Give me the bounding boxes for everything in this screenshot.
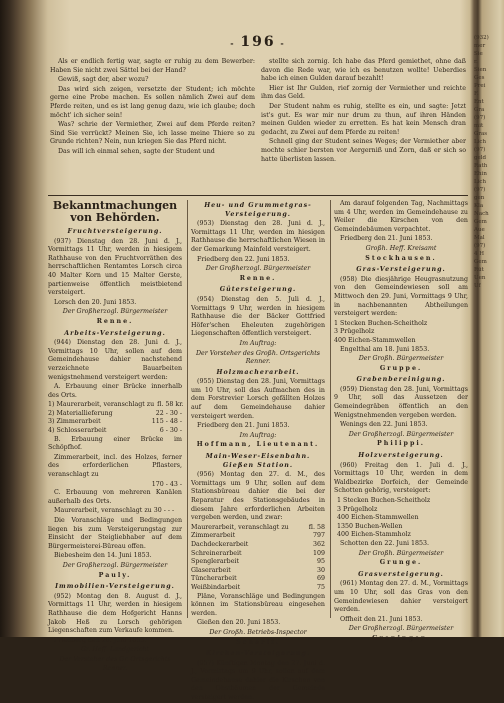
- notice-date: Engelthal am 18. Juni 1853.: [340, 345, 430, 353]
- notice-text: (957) Künftigen Montag den 27. Juni d. J., Vormittags um 9 Uhr, sollen auf dem Gemeindehause dahier die Kirschen von den Obstbäumen der Gemeinde versteigert werden.: [191, 659, 325, 702]
- page-header: - 196 -: [230, 34, 286, 50]
- notice-signer: Pauly.: [98, 571, 132, 579]
- notice-text: Die Voranschläge und Bedingungen liegen bis zum Versteigerungstag zur Einsicht der Steigliebhaber auf dem Bürgermeisterei-Büreau offen.: [48, 517, 182, 550]
- notice-signature: Gr. Heff. Landgericht: [81, 646, 149, 654]
- cost-label: 2) Materiallieferung: [48, 409, 113, 417]
- cost-value: 6 - 30 -: [159, 427, 182, 435]
- strip-line: (97): [474, 115, 486, 121]
- notice-signature: Im Auftrag:: [239, 431, 277, 439]
- list-label: 3 Prügelholz: [334, 328, 375, 336]
- cost-row: [191, 532, 325, 541]
- list-row: [334, 514, 468, 523]
- strip-line: gen: [474, 195, 485, 201]
- cost-label: 3) Zimmerarbeit: [48, 418, 101, 426]
- cost-label: Weißbindarbeit: [191, 583, 241, 591]
- story-paragraph: Als er endlich fertig war, sagte er ruhig zu dem Bewerber: Haben Sie nicht zwei Sättel bei der Hand?: [50, 58, 255, 74]
- story-right-column: [261, 58, 466, 165]
- notice-date: Friedberg den 22. Juni 1853.: [197, 255, 290, 263]
- notice-date: Gießen den 20. Juni 1853.: [197, 619, 281, 627]
- strip-line: Ent: [474, 99, 484, 105]
- cost-label: Spenglerarbeit: [191, 558, 239, 566]
- notice-signature: Großh. Heff. Kreisamt: [365, 244, 437, 252]
- notice-heading: Holzmacherarbeit.: [216, 368, 300, 376]
- cost-value: 22 - 30 -: [155, 409, 182, 417]
- list-label: 3 Prügelholz: [337, 505, 378, 513]
- cost-label: Maurerarbeit, veranschlagt zu: [191, 523, 289, 531]
- notice-text: (961) Montag den 27. d. M., Vormittags um 10 Uhr, soll das Gras von den Gemeindewiesen dahier versteigert werden.: [334, 580, 468, 614]
- list-row: [334, 337, 468, 346]
- cost-label: 1) Maurerarbeit, veranschlagt zu: [48, 401, 155, 409]
- notice-signature: Der Großh. Bürgermeister: [358, 549, 444, 557]
- cost-row: [191, 584, 325, 593]
- announcement-column-2: [191, 200, 325, 702]
- story-paragraph: Hier ist Ihr Gulden, rief zornig der Vermiether und reichte ihm das Geld.: [261, 84, 466, 101]
- strip-line: Aue: [474, 227, 485, 233]
- strip-line: Uen: [474, 275, 486, 281]
- notice-text: (954) Dienstag den 5. Juli d. J., Vormittags 9 Uhr, werden in hiesigem Rathhause die der Bäcker Gottfried Höfer'schen Eheleuten zugehörigen Liegenschaften öffentlich versteigert.: [191, 295, 325, 338]
- notice-date: Lorsch den 20. Juni 1853.: [54, 298, 137, 306]
- cost-value: 95: [316, 558, 325, 566]
- notice-text: Am darauf folgenden Tag, Nachmittags um 4 Uhr, werden im Gemeindehause zu Weiler die Kirschen von den Gemeindebäumen verpachtet.: [334, 200, 468, 233]
- list-row: [334, 497, 468, 506]
- cost-value: 75: [316, 583, 325, 591]
- cost-row: [48, 481, 182, 490]
- strip-line: mer: [474, 43, 486, 49]
- notice-date: Offheit den 21. Juni 1853.: [340, 615, 423, 623]
- cost-row: [191, 524, 325, 533]
- cost-value: fl. 58 kr.: [157, 401, 184, 409]
- section-divider: [48, 195, 468, 196]
- strip-line: Sie: [474, 51, 483, 57]
- notice-heading: Holzversteigerung.: [358, 452, 444, 460]
- list-row: [334, 523, 468, 532]
- strip-line: Gra: [474, 107, 485, 113]
- cost-label: Glaserarbeit: [191, 566, 231, 574]
- strip-line: F.: [474, 91, 479, 97]
- notice-text: (960) Freitag den 1. Juli d. J., Vormittags 10 Uhr, werden in dem Waldbezirke Dorfeich, der Gemeinde Schotten gehörig, versteigert:: [334, 461, 468, 495]
- notice-subheading: C. Erbauung von mehreren Kanälen außerhalb des Orts.: [48, 489, 182, 505]
- announcements: [48, 199, 468, 702]
- cost-value: 362: [312, 540, 325, 548]
- strip-line: mit: [474, 123, 484, 129]
- notice-text: (952) Montag den 8. August d. J., Vormittags 11 Uhr, werden in hiesigem Rathhause die dem Hofgericht Hanns Jakob Heß zu Lorsch gehörigen Liegenschaften zum Verkaufe kommen.: [48, 592, 182, 635]
- notice-heading: Heu- und Grummetgras-Versteigerung.: [204, 202, 312, 218]
- notice-signer: Stockhausen.: [365, 254, 437, 262]
- list-label: 1 Stecken Buchen-Scheitholz: [337, 497, 431, 504]
- strip-line: Kla: [474, 203, 484, 209]
- cost-row: [191, 567, 325, 576]
- notice-signer: Groninger.: [372, 634, 430, 642]
- notice-date: Friedberg den 21. Juni 1853.: [197, 422, 290, 430]
- list-label: 400 Eichen-Stammwellen: [337, 514, 419, 522]
- notice-date: Schotten den 22. Juni 1853.: [340, 539, 430, 547]
- announcement-column-1: [48, 199, 184, 672]
- list-label: 400 Eichen-Stammwellen: [334, 336, 416, 344]
- notice-signature: Der Großh. Betriebs-Inspector: [209, 628, 307, 636]
- notice-heading: Immobilien-Versteigerung.: [55, 583, 175, 591]
- notice-heading: Fruchtversteigerung.: [67, 228, 163, 235]
- section-title: Bekanntmachungen von Behörden.: [52, 199, 178, 224]
- strip-line: (932): [474, 35, 489, 41]
- strip-line: Mal: [474, 235, 485, 241]
- cost-value: 30: [316, 566, 325, 574]
- column-divider: [187, 200, 188, 618]
- cost-row: [48, 418, 182, 427]
- strip-line: geld: [474, 155, 487, 161]
- list-row: [334, 531, 468, 540]
- cost-row: [48, 410, 182, 419]
- cost-value: 115 - 48 -: [151, 418, 182, 426]
- cost-label: Zimmerarbeit: [191, 532, 236, 540]
- strip-line: Gem: [474, 219, 487, 225]
- notice-signer: Renne.: [239, 274, 277, 282]
- notice-text: (953) Dienstag den 28. Juni d. J., Vormittags 11 Uhr, werden im hiesigen Rathhause die herrschaftlichen Wiesen in der Gemarkung Mainfeld versteigert.: [191, 220, 325, 253]
- notice-heading: Grabenbereinigung.: [356, 376, 446, 384]
- list-label: 1 Stecken Buchen-Scheitholz: [334, 319, 428, 327]
- notice-heading: Gras-Versteigerung.: [356, 266, 446, 274]
- notice-date: Friedberg den 20. Juni 1853.: [54, 636, 147, 644]
- notice-signature: Der Großh. Bürgermeister: [358, 355, 444, 363]
- strip-line: (97): [474, 243, 486, 249]
- notice-text: (944) Dienstag den 28. Juni d. J., Vormittags 10 Uhr, sollen auf dem Gemeindehause dahier nachstehend verzeichnete Bauarbeiten wenigstnehmend versteigert werden:: [48, 339, 182, 381]
- notice-date: Friedberg den 21. Juni 1853.: [340, 235, 433, 243]
- strip-line: Uf: [474, 283, 481, 289]
- cost-value: 109: [312, 549, 325, 557]
- cost-value: 69: [316, 575, 325, 583]
- cost-value: 170 - 43 -: [151, 480, 182, 488]
- notice-heading: Grasversteigerung.: [358, 570, 444, 578]
- strip-line: Rüt: [474, 267, 484, 273]
- cost-row: [191, 541, 325, 550]
- story-paragraph: Das will ich einmal sehen, sagte der Student und: [58, 147, 215, 155]
- notice-signature: Der Großherzogl. Bürgermeister: [205, 265, 311, 273]
- page-number: 196: [240, 34, 276, 50]
- notice-date: Biebesheim den 14. Juni 1853.: [54, 552, 152, 560]
- notice-text: (955) Dienstag den 28. Juni, Vormittags um 10 Uhr, soll das Aufmachen des in dem Forstrevier Lorsch gefällten Holzes auf dem Gemeindehause dahier versteigert werden.: [191, 378, 325, 420]
- notice-text: Zimmerarbeit, incl. des Holzes, ferner des erforderlichen Pflasters, veranschlagt zu: [48, 453, 182, 479]
- cost-label: 4) Schlosserarbeit: [48, 427, 107, 435]
- notice-heading: Kirchen-Versteigerung.: [205, 650, 311, 658]
- strip-line: r.: [474, 59, 478, 65]
- list-label: 1350 Buchen-Wellen: [337, 522, 403, 530]
- cost-label: Dachdeckerarbeit: [191, 540, 249, 548]
- notice-text: Pläne, Voranschläge und Bedingungen können im Stationsbüreau eingesehen werden.: [191, 592, 325, 617]
- notice-signature: Der Großherzogl. Bürgermeister: [62, 561, 168, 569]
- notice-text: (956) Montag den 27. d. M., des Vormittags um 9 Uhr, sollen auf dem Stationsbüreau dahier die bei der Reparatur des Stationsgebäudes in diesem Jahre erforderlichen Arbeiten vergeben werden, und zwar:: [191, 471, 325, 522]
- cost-row: [48, 401, 182, 410]
- cost-label: Schreinerarbeit: [191, 549, 242, 557]
- story-left-column: [50, 58, 255, 158]
- notice-text: (937) Dienstag den 28. Juni d. J., Vormittags 11 Uhr, werden in hiesigem Rathhause von den Fruchtvorräthen des herrschaftlichen Rentamtes Lorsch circa 40 Malter Korn und 15 Malter Gerste, partienweise öffentlich meistbietend versteigert.: [48, 237, 182, 297]
- notice-signature: Der Großherzogl. Bürgermeister: [348, 430, 454, 438]
- list-label: 400 Eichen-Stammholz: [337, 531, 411, 539]
- notice-signer: Gruppe.: [379, 364, 423, 372]
- story-paragraph: Was? schrie der Vermiether, Zwei auf dem Pferde reiten? Sind Sie verrückt? Meinen Sie, ich lasse meine Thiere so zu Grunde richten? Nein, nun kriegen Sie das Pferd nicht.: [50, 121, 255, 146]
- notice-signature: Der Großherzogl. Bürgermeister: [62, 308, 168, 316]
- notice-signer: Renne.: [96, 317, 134, 325]
- cost-row: [191, 550, 325, 559]
- notice-text: (958) Die diesjährige Heugrasnutzung von den Gemeindewiesen soll am Mittwoch den 29. Juni, Vormittags 9 Uhr, in nachbenannten Abtheilungen versteigert werden:: [334, 275, 468, 318]
- notice-signature: Im Auftrag:: [239, 339, 277, 347]
- story-paragraph: Schnell ging der Student seines Weges; der Vermiether aber mochte schier bersten vor Aergerniß und Zorn, daß er sich so hatte überlisten lassen.: [261, 138, 466, 163]
- strip-line: Ges: [474, 75, 485, 81]
- strip-line: (97): [474, 147, 486, 153]
- notice-heading: Main-Weser-Eisenbahn. Gießen Station.: [205, 453, 311, 469]
- list-row: [334, 506, 468, 515]
- column-divider: [330, 200, 331, 618]
- notice-date: Wenings den 22. Juni 1853.: [340, 421, 428, 429]
- cost-value: fl. 58: [308, 523, 325, 531]
- notice-signer: Grunge.: [379, 559, 423, 567]
- notice-subheading: A. Erbauung einer Brücke innerhalb des Orts.: [48, 383, 182, 399]
- notice-heading: Gütersteigerung.: [219, 286, 297, 294]
- notice-signer: Der Vorsteher des Großh. Ortsgerichts Renner.: [196, 349, 320, 366]
- notice-signer: Scharff.: [236, 638, 280, 646]
- notice-signature: Der Großherzogl. Bürgermeister: [348, 625, 454, 633]
- strip-line: Nach: [474, 211, 489, 217]
- list-row: [334, 328, 468, 337]
- notice-signer: Der Versteher des Gr. Ortsgerichts Renner.: [59, 655, 171, 672]
- strip-line: Prei: [474, 83, 486, 89]
- story-paragraph: Das wird sich zeigen, versetzte der Student; ich möchte gerne eine Probe machen. Es sollen nämlich Zwei auf dem Pferde reiten, und es ist lang genug dazu, wie ich glaube; doch möcht' ich sicher sein!: [50, 85, 255, 119]
- cost-row: [191, 575, 325, 584]
- strip-line: Lich: [474, 179, 487, 185]
- strip-line: Ehin: [474, 171, 487, 177]
- strip-line: 4 H: [474, 251, 485, 257]
- strip-line: (97): [474, 187, 486, 193]
- strip-line: Gem: [474, 259, 487, 265]
- story-paragraph: stellte sich zornig. Ich habe das Pferd gemiethet, ohne daß davon die Rede war, wie ich es benutzen wollte! Ueberdies habe ich einen Gulden darauf bezahlt!: [261, 58, 466, 83]
- notice-text: (959) Dienstag den 28. Juni, Vormittags 9 Uhr, soll das Aussetzen der Gemeindegräben öffentlich an den Wenigstnehmenden vergeben werden.: [334, 385, 468, 419]
- cost-value: 797: [312, 532, 325, 540]
- adjacent-page-strip: [474, 34, 504, 624]
- notice-text: Maurerarbeit, veranschlagt zu 30 - - -: [54, 507, 175, 515]
- story-paragraph: Der Student nahm es ruhig, stellte es ein, und sagte: Jetzt ist's gut. Es war mir nur drum zu thun, auf ihren Händen meinen Gulden wieder zu erretten. Es hat kein Mensch dran gedacht, zu Zwei auf dem Pferde zu reiten!: [261, 102, 466, 136]
- notice-subheading: B. Erbauung einer Brücke im Schöpfhof.: [48, 435, 182, 452]
- notice-heading: Arbeits-Versteigerung.: [64, 329, 166, 337]
- strip-line: Rath: [474, 163, 488, 169]
- notice-signer: Hoffmann, Lieutenant.: [196, 441, 320, 449]
- strip-line: Lich: [474, 139, 487, 145]
- announcement-column-3: [334, 200, 468, 642]
- list-row: [334, 320, 468, 329]
- newspaper-page: [48, 32, 468, 702]
- cost-row: [191, 558, 325, 567]
- story-continuation: [50, 58, 466, 198]
- strip-line: Sien: [474, 67, 487, 73]
- notice-signer: Philippi.: [377, 440, 425, 448]
- cost-row: [48, 427, 182, 436]
- cost-label: Tüncherarbeit: [191, 575, 237, 583]
- strip-line: Gras: [474, 131, 488, 137]
- story-paragraph: Gewiß, sagt der, aber wozu?: [58, 76, 149, 84]
